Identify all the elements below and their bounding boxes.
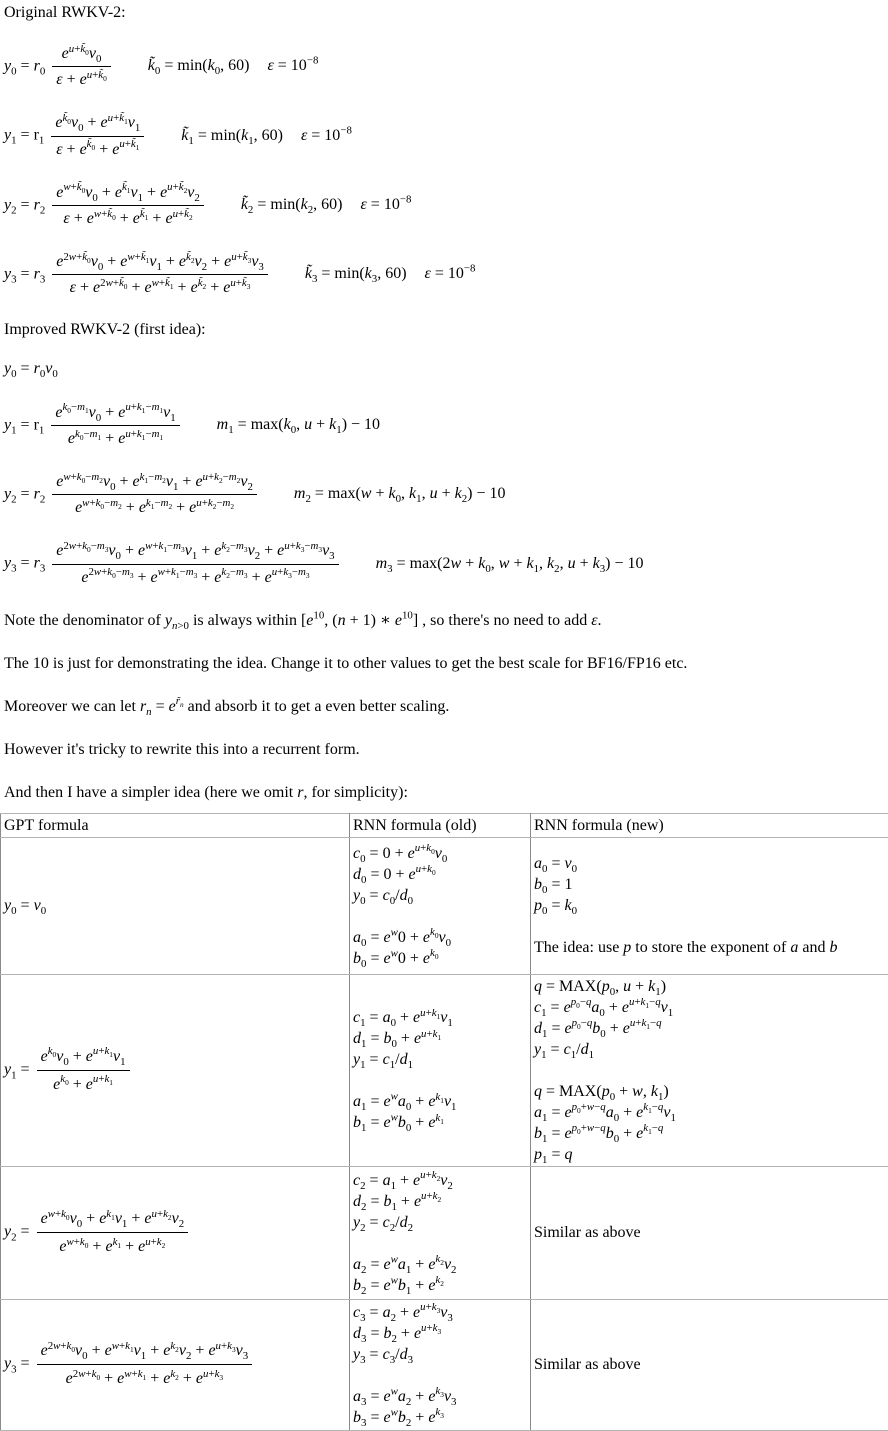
- equation-y3-original: $y_3 = r_3$ $\frac{e^{2w+k̃_0}v_0 + e^{w+k̃_1}v_1 + e^{k̃_2}v_2 + e^{u+k̃_3}v_3}{\varepsilon + e^{2w+k̃_0} + e^{w+k̃_1} + e^{k̃_2} + e^{u+k̃_3}}$ $k̃_3 = \min(k_3$, 60) $\varepsilon = 10^{-8}$: [4, 251, 884, 298]
- equation-y2-improved: $y_2 = r_2$ $\frac{e^{w+k_0-m_2}v_0 + e^{k_1-m_2}v_1 + e^{u+k_2-m_2}v_2}{e^{w+k_0-m_2} + e^{k_1-m_2} + e^{u+k_2-m_2}}$ $m_2 = \max(w + k_0$, $k_1$, $u + k_2) - 10$: [4, 471, 884, 518]
- cell-rnn-old-y0: $c_0 = 0 + e^{u+k_0}v_0$ $d_0 = 0 + e^{u+k_0}$ $y_0 = c_0/d_0$ $a_0 = e^w0 + e^{k_0}v_0$ $b_0 = e^w0 + e^{k_0}$: [350, 837, 531, 974]
- paragraph-absorb-note: Moreover we can let $r_n = e^{r̃_n}$ and absorb it to get a even better scaling.: [4, 696, 884, 718]
- cell-rnn-new-y3: Similar as above: [531, 1299, 888, 1430]
- paragraph-tricky-note: However it's tricky to rewrite this into a recurrent form.: [4, 739, 884, 761]
- cell-gpt-y2: $y_2$ = $\frac{e^{w+k_0}v_0 + e^{k_1}v_1 + e^{u+k_2}v_2}{e^{w+k_0} + e^{k_1} + e^{u+k_2}}$: [1, 1166, 350, 1299]
- equation-y2-original: $y_2 = r_2$ $\frac{e^{w+k̃_0}v_0 + e^{k̃_1}v_1 + e^{u+k̃_2}v_2}{\varepsilon + e^{w+k̃_0} + e^{k̃_1} + e^{u+k̃_2}}$ $k̃_2 = \min(k_2$, 60) $\varepsilon = 10^{-8}$: [4, 182, 884, 229]
- heading-improved-rwkv2: Improved RWKV-2 (first idea):: [4, 321, 884, 339]
- cell-rnn-old-y1: $c_1 = a_0 + e^{u+k_1}v_1$ $d_1 = b_0 + e^{u+k_1}$ $y_1 = c_1/d_1$ $a_1 = e^wa_0 + e^{k_1}v_1$ $b_1 = e^wb_0 + e^{k_1}$: [350, 974, 531, 1166]
- cell-gpt-y1: $y_1$ = $\frac{e^{k_0}v_0 + e^{u+k_1}v_1}{e^{k_0} + e^{u+k_1}}$: [1, 974, 350, 1166]
- equation-y1-improved: $y_1 = r_1$ $\frac{e^{k_0-m_1}v_0 + e^{u+k_1-m_1}v_1}{e^{k_0-m_1} + e^{u+k_1-m_1}}$ $m_1 = \max(k_0$, $u + k_1) - 10$: [4, 402, 884, 449]
- paragraph-denominator-note: Note the denominator of $y_{n>0}$ is always within [$e^{10}$, (n + 1) ∗ $e^{10}$] , so there's no need to add ε.: [4, 610, 884, 632]
- cell-rnn-new-y0: $a_0 = v_0$ $b_0 = 1$ $p_0 = k_0$ The idea: use p to store the exponent of a and b: [531, 837, 888, 974]
- cell-gpt-y3: $y_3$ = $\frac{e^{2w+k_0}v_0 + e^{w+k_1}v_1 + e^{k_2}v_2 + e^{u+k_3}v_3}{e^{2w+k_0} + e^{w+k_1} + e^{k_2} + e^{u+k_3}}$: [1, 1299, 350, 1430]
- paragraph-simpler-idea: And then I have a simpler idea (here we omit r, for simplicity):: [4, 782, 884, 804]
- cell-rnn-new-y2: Similar as above: [531, 1166, 888, 1299]
- cell-rnn-new-y1: $q = MAX(p_0$, $u + k_1$) $c_1 = e^{p_0-q}a_0 + e^{u+k_1-q}v_1$ $d_1 = e^{p_0-q}b_0 + e^{u+k_1-q}$ $y_1 = c_1/d_1$ $q = MAX(p_0 + w$, $k_1$) $a_1 = e^{p_0+w-q}a_0 + e^{k_1-q}v_1$ $b_1 = e^{p_0+w-q}b_0 + e^{k_1-q}$ $p_1 = q$: [531, 974, 888, 1166]
- document-body-text: [0, 4, 888, 804]
- paragraph-scale-note: The 10 is just for demonstrating the idea. Change it to other values to get the best scale for BF16/FP16 etc.: [4, 653, 884, 675]
- table-row-y2: [1, 1166, 888, 1299]
- formula-comparison-table: [0, 813, 888, 1431]
- equation-y0-improved: $y_0 = r_0v_0$: [4, 359, 884, 378]
- cell-rnn-old-y2: $c_2 = a_1 + e^{u+k_2}v_2$ $d_2 = b_1 + e^{u+k_2}$ $y_2 = c_2/d_2$ $a_2 = e^wa_1 + e^{k_2}v_2$ $b_2 = e^wb_1 + e^{k_2}$: [350, 1166, 531, 1299]
- equation-y0-original: $y_0 = r_0$ $\frac{e^{u+k̃_0}v_0}{\varepsilon + e^{u+k̃_0}}$ $k̃_0 = \min(k_0$, 60) $\varepsilon = 10^{-8}$: [4, 43, 884, 90]
- table-header-rnn-formula-new: RNN formula (new): [531, 813, 888, 837]
- table-row-y0: [1, 837, 888, 974]
- heading-original-rwkv2: Original RWKV-2:: [4, 4, 884, 22]
- table-header-rnn-formula-old: RNN formula (old): [350, 813, 531, 837]
- equation-y3-improved: $y_3 = r_3$ $\frac{e^{2w+k_0-m_3}v_0 + e^{w+k_1-m_3}v_1 + e^{k_2-m_3}v_2 + e^{u+k_3-m_3}v_3}{e^{2w+k_0-m_3} + e^{w+k_1-m_3} + e^{k_2-m_3} + e^{u+k_3-m_3}}$ $m_3 = \max(2w + k_0$, $w + k_1$, $k_2$, $u + k_3) - 10$: [4, 540, 884, 587]
- table-row-y3: [1, 1299, 888, 1430]
- table-row-y1: [1, 974, 888, 1166]
- table-header-row: [1, 813, 888, 837]
- cell-gpt-y0: $y_0 = v_0$: [1, 837, 350, 974]
- table-header-gpt-formula: GPT formula: [1, 813, 350, 837]
- cell-rnn-old-y3: $c_3 = a_2 + e^{u+k_3}v_3$ $d_3 = b_2 + e^{u+k_3}$ $y_3 = c_3/d_3$ $a_3 = e^wa_2 + e^{k_3}v_3$ $b_3 = e^wb_2 + e^{k_3}$: [350, 1299, 531, 1430]
- equation-y1-original: $y_1 = r_1$ $\frac{e^{k̃_0}v_0 + e^{u+k̃_1}v_1}{\varepsilon + e^{k̃_0} + e^{u+k̃_1}}$ $k̃_1 = \min(k_1$, 60) $\varepsilon = 10^{-8}$: [4, 112, 884, 159]
